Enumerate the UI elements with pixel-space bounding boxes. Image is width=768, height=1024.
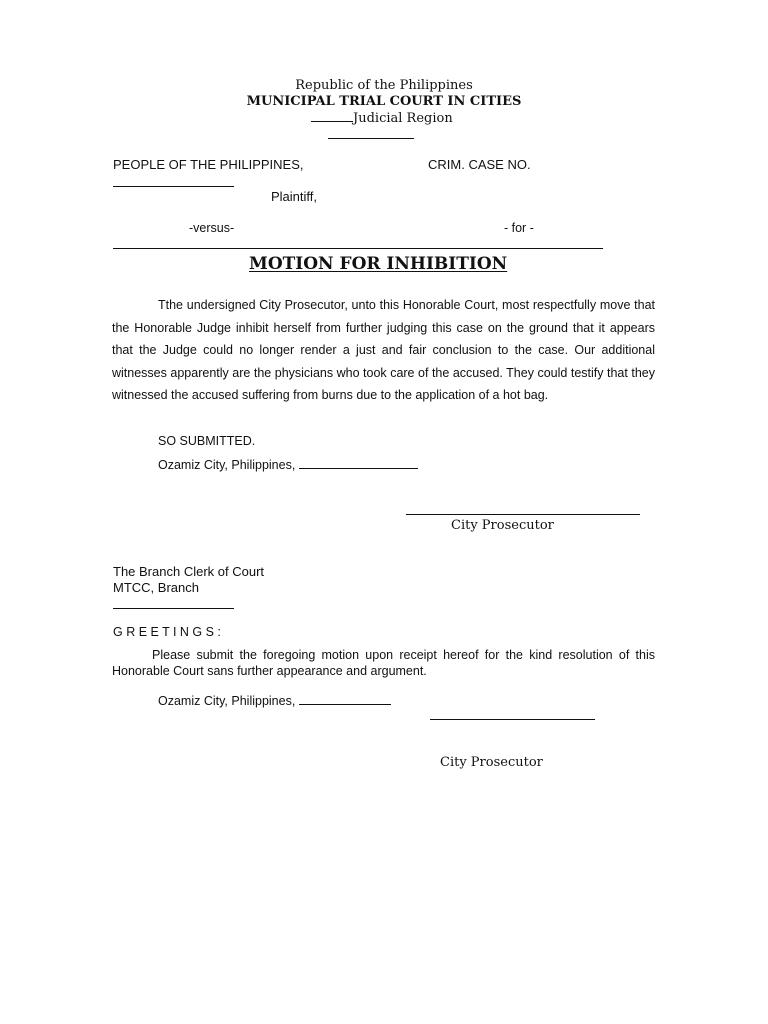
signature-line-2	[430, 719, 595, 720]
caption-bottom-rule	[113, 248, 603, 249]
motion-body	[112, 294, 655, 407]
header-rule	[328, 138, 414, 139]
notice-date-blank	[299, 693, 391, 705]
signature-title-2: City Prosecutor	[440, 755, 543, 770]
addressee-line-1: The Branch Clerk of Court	[113, 564, 265, 579]
notice-body	[112, 648, 655, 679]
place-date-line	[158, 457, 418, 472]
header-court-name: MUNICIPAL TRIAL COURT IN CITIES	[246, 94, 522, 109]
header-region	[311, 110, 453, 126]
notice-paragraph: Please submit the foregoing motion upon receipt hereof for the kind resolution of this Honorable Court sans further appearance and argument.	[112, 648, 655, 678]
motion-paragraph: Tthe undersigned City Prosecutor, unto this Honorable Court, most respectfully move that the Honorable Judge inhibit herself from further judging this case on the ground that it appears that the Judge could no longer render a just and fair conclusion to the case. Our additional witnesses apparently are the physicians who took care of the accused. They could testify that they witnessed the accused suffering from burns due to the application of a hot bag.	[112, 298, 655, 403]
document-title: MOTION FOR INHIBITION	[249, 254, 508, 274]
place-label: Ozamiz City, Philippines,	[158, 458, 296, 472]
addressee-line-2: MTCC, Branch	[113, 580, 199, 595]
region-label: Judicial Region	[353, 111, 453, 126]
for-label: - for -	[504, 221, 534, 235]
greetings: G R E E T I N G S :	[113, 625, 221, 639]
plaintiff-party: PEOPLE OF THE PHILIPPINES,	[113, 157, 304, 172]
header-republic: Republic of the Philippines	[295, 78, 473, 93]
case-caption-rule	[113, 186, 234, 187]
region-blank	[311, 110, 353, 122]
versus-label: -versus-	[189, 221, 235, 235]
notice-place-label: Ozamiz City, Philippines,	[158, 694, 296, 708]
signature-title-1: City Prosecutor	[451, 518, 554, 533]
addressee-rule	[113, 608, 234, 609]
signature-line-1	[406, 514, 640, 515]
plaintiff-label: Plaintiff,	[271, 189, 318, 204]
date-blank	[299, 457, 418, 469]
notice-place-date	[158, 693, 391, 708]
so-submitted: SO SUBMITTED.	[158, 434, 256, 448]
case-number-label: CRIM. CASE NO.	[428, 157, 531, 172]
